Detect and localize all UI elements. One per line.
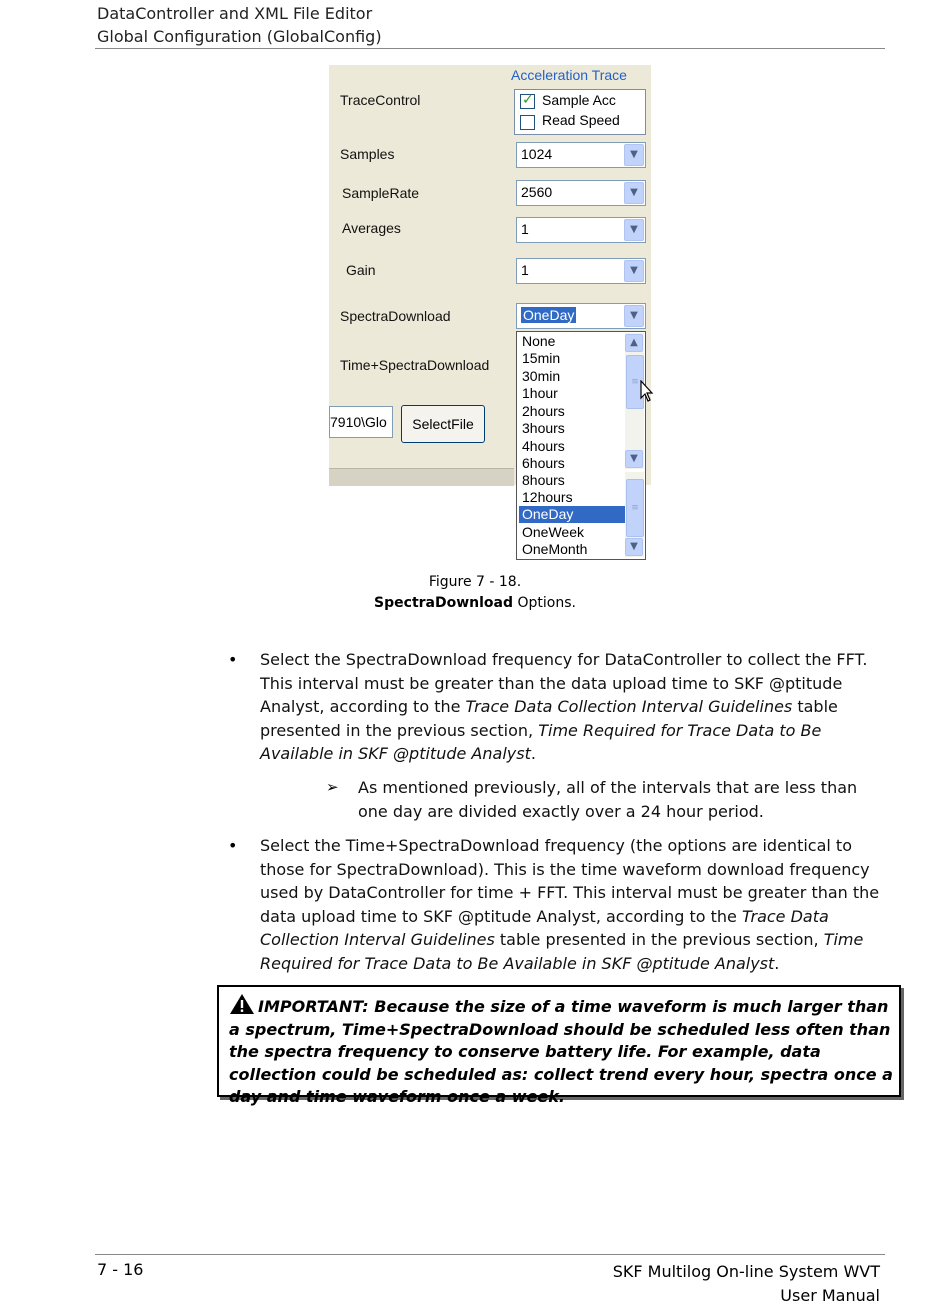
figure-status-strip bbox=[329, 468, 514, 486]
chevron-down-icon[interactable]: ▼ bbox=[624, 219, 644, 241]
dropdown-item[interactable]: 1hour bbox=[522, 385, 558, 401]
check-icon: ✓ bbox=[522, 92, 534, 108]
page-number: 7 - 16 bbox=[97, 1260, 144, 1279]
scroll-thumb[interactable]: ≡ bbox=[626, 479, 644, 537]
spectra-download-dropdown[interactable] bbox=[516, 331, 646, 560]
dropdown-item[interactable]: OneMonth bbox=[522, 541, 588, 557]
mouse-cursor-icon bbox=[640, 380, 654, 404]
dropdown-item[interactable]: 8hours bbox=[522, 472, 565, 488]
label-trace-control: TraceControl bbox=[340, 92, 421, 108]
dropdown-item[interactable]: 2hours bbox=[522, 403, 565, 419]
caption-rest: Options. bbox=[513, 595, 576, 611]
caption-bold: SpectraDownload bbox=[374, 595, 514, 611]
averages-value: 1 bbox=[521, 221, 529, 237]
scrollbar-lower[interactable] bbox=[625, 472, 644, 557]
file-path-value: 7910\Glo bbox=[330, 414, 387, 430]
label-sample-rate: SampleRate bbox=[342, 185, 420, 201]
sample-rate-combo[interactable] bbox=[516, 180, 646, 206]
header-line-1: DataController and XML File Editor bbox=[97, 4, 373, 23]
text: . bbox=[774, 953, 780, 973]
footer-title-line-1: SKF Multilog On-line System WVT bbox=[612, 1262, 880, 1281]
spectra-download-value: OneDay bbox=[523, 307, 575, 323]
footer-title bbox=[613, 1260, 880, 1308]
averages-combo[interactable] bbox=[516, 217, 646, 243]
bullet-1: • bbox=[228, 650, 238, 669]
file-path-input[interactable] bbox=[329, 406, 393, 438]
samples-value: 1024 bbox=[521, 146, 553, 162]
checkbox-read-speed-label: Read Speed bbox=[542, 112, 620, 128]
checkbox-sample-acc[interactable] bbox=[520, 94, 535, 109]
text: frequency for DataController to collect the FFT. This interval must be greater than the data upload time to SKF @ptitude Analyst, according to the bbox=[260, 650, 868, 716]
chevron-down-icon[interactable]: ▼ bbox=[624, 144, 644, 166]
chevron-down-icon[interactable]: ▼ bbox=[624, 305, 644, 327]
dropdown-item-selected[interactable]: OneDay bbox=[519, 506, 626, 523]
ref-guidelines: Trace Data Collection Interval Guidelines bbox=[465, 697, 793, 716]
dropdown-item[interactable]: 4hours bbox=[522, 438, 565, 454]
dropdown-item[interactable]: 6hours bbox=[522, 455, 565, 471]
header-line-2: Global Configuration (GlobalConfig) bbox=[97, 27, 382, 46]
sub-bullet-arrow-icon: ➢ bbox=[326, 778, 339, 796]
text: frequency (the options are identical to those for SpectraDownload). This is the time waveform download frequency used by DataController for time + FFT. This interval must be greater than the data upload time to SKF @ptitude Analyst, according to the bbox=[260, 836, 880, 926]
important-text: IMPORTANT: Because the size of a time waveform is much larger than a spectrum, Time+SpectraDownload should be scheduled less often than the spectra frequency to conserve battery life. For example, data collection could be scheduled as: collect trend every hour, spectra once a day and time waveform once a week. bbox=[229, 997, 893, 1106]
paragraph-time-spectra-download bbox=[260, 834, 890, 975]
figure-caption-number: Figure 7 - 18. bbox=[428, 574, 522, 590]
text: . bbox=[530, 744, 536, 763]
samples-combo[interactable] bbox=[516, 142, 646, 168]
text: Select the bbox=[260, 836, 346, 855]
label-samples: Samples bbox=[340, 146, 395, 162]
figure-caption-title bbox=[0, 595, 950, 611]
chevron-up-icon[interactable]: ▲ bbox=[625, 334, 643, 352]
header-rule bbox=[95, 48, 885, 49]
chevron-down-icon[interactable]: ▼ bbox=[624, 182, 644, 204]
chevron-down-icon[interactable]: ▼ bbox=[625, 450, 643, 468]
chevron-down-icon[interactable]: ▼ bbox=[624, 260, 644, 282]
dropdown-item[interactable]: 3hours bbox=[522, 420, 565, 436]
sample-rate-value: 2560 bbox=[521, 184, 553, 200]
select-file-button[interactable]: SelectFile bbox=[401, 405, 485, 443]
checkbox-sample-acc-label: Sample Acc bbox=[542, 92, 616, 108]
label-averages: Averages bbox=[342, 220, 401, 236]
chevron-down-icon[interactable]: ▼ bbox=[625, 538, 643, 556]
warning-icon bbox=[229, 993, 255, 1015]
dropdown-item[interactable]: 12hours bbox=[522, 489, 573, 505]
label-spectra-download: SpectraDownload bbox=[340, 308, 451, 324]
group-title: Acceleration Trace bbox=[511, 67, 627, 83]
paragraph-spectra-download bbox=[260, 648, 890, 766]
gain-value: 1 bbox=[521, 262, 529, 278]
label-time-spectra-download: Time+SpectraDownload bbox=[340, 357, 490, 373]
term-time-spectra-download: Time+SpectraDownload bbox=[345, 836, 540, 855]
footer-title-line-2: User Manual bbox=[780, 1286, 880, 1305]
text: Select the bbox=[260, 650, 346, 669]
dropdown-item[interactable]: 30min bbox=[522, 368, 561, 384]
bullet-2: • bbox=[228, 836, 238, 855]
dropdown-item[interactable]: None bbox=[522, 333, 556, 349]
sub-paragraph-intervals: As mentioned previously, all of the intervals that are less than one day are divided exactly over a 24 hour period. bbox=[358, 778, 858, 821]
important-note bbox=[217, 985, 901, 1106]
scroll-thumb[interactable]: ≡ bbox=[626, 355, 644, 409]
ref-section: Time Required for Trace Data to Be Available in SKF @ptitude Analyst bbox=[260, 720, 822, 763]
gain-combo[interactable] bbox=[516, 258, 646, 284]
dropdown-item[interactable]: 15min bbox=[522, 350, 561, 366]
checkbox-read-speed[interactable] bbox=[520, 115, 535, 130]
term-spectra-download: SpectraDownload bbox=[345, 650, 487, 669]
running-header bbox=[97, 2, 382, 48]
footer-rule bbox=[95, 1254, 885, 1255]
spectra-download-combo[interactable] bbox=[516, 303, 646, 329]
text: table presented in the previous section, bbox=[494, 930, 824, 949]
dropdown-item[interactable]: OneWeek bbox=[522, 524, 584, 540]
ref-section: Time Required for Trace Data to Be Available in SKF @ptitude Analyst bbox=[260, 930, 864, 973]
text: table presented in the previous section, bbox=[260, 697, 838, 740]
ref-guidelines: Trace Data Collection Interval Guidelines bbox=[260, 906, 829, 949]
label-gain: Gain bbox=[346, 262, 376, 278]
